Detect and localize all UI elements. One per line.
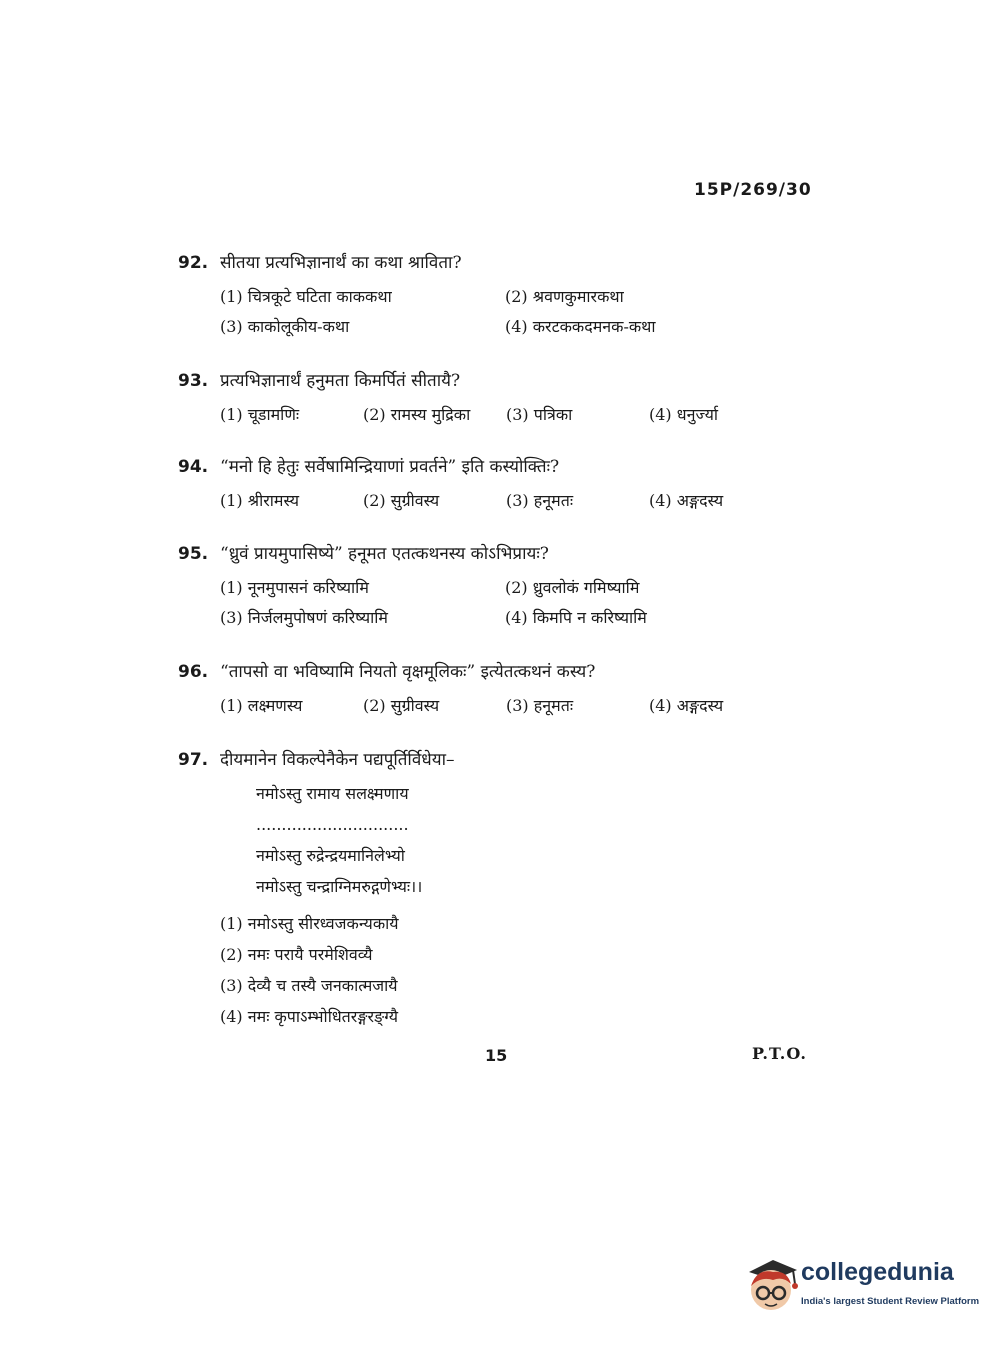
option-4: (4) नमः कृपाऽम्भोधितरङ्गरङ्ग्यै — [220, 1007, 398, 1026]
collegedunia-watermark — [743, 1250, 980, 1320]
option-4: (4) अङ्गदस्य — [649, 491, 724, 510]
question-number: 93. — [178, 371, 209, 391]
question-text: “तापसो वा भविष्यामि नियतो वृक्षमूलिकः” इत्येतत्कथनं कस्य? — [220, 662, 596, 682]
question-text: “ध्रुवं प्रायमुपासिष्ये” हनूमत एतत्कथनस्य कोऽभिप्रायः? — [220, 544, 549, 564]
question-95 — [178, 542, 778, 632]
option-2: (2) नमः परायै परमेशिवव्यै — [220, 945, 373, 964]
brand-tagline: India's largest Student Review Platform — [801, 1296, 980, 1307]
option-3: (3) हनूमतः — [506, 491, 574, 510]
question-92 — [178, 251, 778, 341]
option-3: (3) हनूमतः — [506, 696, 574, 715]
brand-name: collegedunia — [801, 1258, 954, 1286]
option-3: (3) काकोलूकीय-कथा — [220, 317, 350, 336]
option-3: (3) पत्रिका — [506, 405, 573, 424]
option-2: (2) रामस्य मुद्रिका — [363, 405, 471, 424]
verse-blank: .............................. — [256, 815, 409, 834]
question-number: 94. — [178, 457, 209, 477]
option-4: (4) करटककदमनक-कथा — [505, 317, 656, 336]
question-96 — [178, 660, 778, 720]
question-number: 97. — [178, 750, 209, 770]
option-2: (2) सुग्रीवस्य — [363, 491, 440, 510]
question-text: प्रत्यभिज्ञानार्थं हनुमता किमर्पितं सीतायै? — [220, 371, 461, 391]
question-97 — [178, 748, 778, 1032]
page-number: 15 — [485, 1046, 508, 1065]
pto-label: P.T.O. — [752, 1044, 807, 1063]
option-3: (3) देव्यै च तस्यै जनकात्मजायै — [220, 976, 398, 995]
option-1: (1) श्रीरामस्य — [220, 491, 299, 510]
option-2: (2) सुग्रीवस्य — [363, 696, 440, 715]
option-2: (2) श्रवणकुमारकथा — [505, 287, 624, 306]
question-94 — [178, 455, 778, 515]
option-1: (1) नूनमुपासनं करिष्यामि — [220, 578, 369, 597]
option-1: (1) चूडामणिः — [220, 405, 300, 424]
verse-line: नमोऽस्तु रामाय सलक्ष्मणाय — [256, 784, 409, 803]
option-3: (3) निर्जलमुपोषणं करिष्यामि — [220, 608, 388, 627]
question-text: “मनो हि हेतुः सर्वेषामिन्द्रियाणां प्रवर्तने” इति कस्योक्तिः? — [220, 457, 560, 477]
verse-line: नमोऽस्तु रुद्रेन्द्रयमानिलेभ्यो — [256, 846, 405, 865]
verse-line: नमोऽस्तु चन्द्राग्निमरुद्गणेभ्यः।। — [256, 877, 423, 896]
option-4: (4) किमपि न करिष्यामि — [505, 608, 647, 627]
mascot-icon — [743, 1250, 799, 1316]
question-number: 92. — [178, 253, 209, 273]
option-1: (1) लक्ष्मणस्य — [220, 696, 303, 715]
option-2: (2) ध्रुवलोकं गमिष्यामि — [505, 578, 640, 597]
option-4: (4) धनुर्ज्या — [649, 405, 719, 424]
question-text: सीतया प्रत्यभिज्ञानार्थं का कथा श्राविता? — [220, 253, 462, 273]
question-text: दीयमानेन विकल्पेनैकेन पद्यपूर्तिर्विधेया– — [220, 750, 455, 770]
option-4: (4) अङ्गदस्य — [649, 696, 724, 715]
question-number: 95. — [178, 544, 209, 564]
option-1: (1) नमोऽस्तु सीरध्वजकन्यकायै — [220, 914, 399, 933]
option-1: (1) चित्रकूटे घटिता काककथा — [220, 287, 392, 306]
paper-code: 15P/269/30 — [694, 180, 812, 200]
verse-block — [256, 778, 778, 902]
question-number: 96. — [178, 662, 209, 682]
question-93 — [178, 369, 778, 429]
